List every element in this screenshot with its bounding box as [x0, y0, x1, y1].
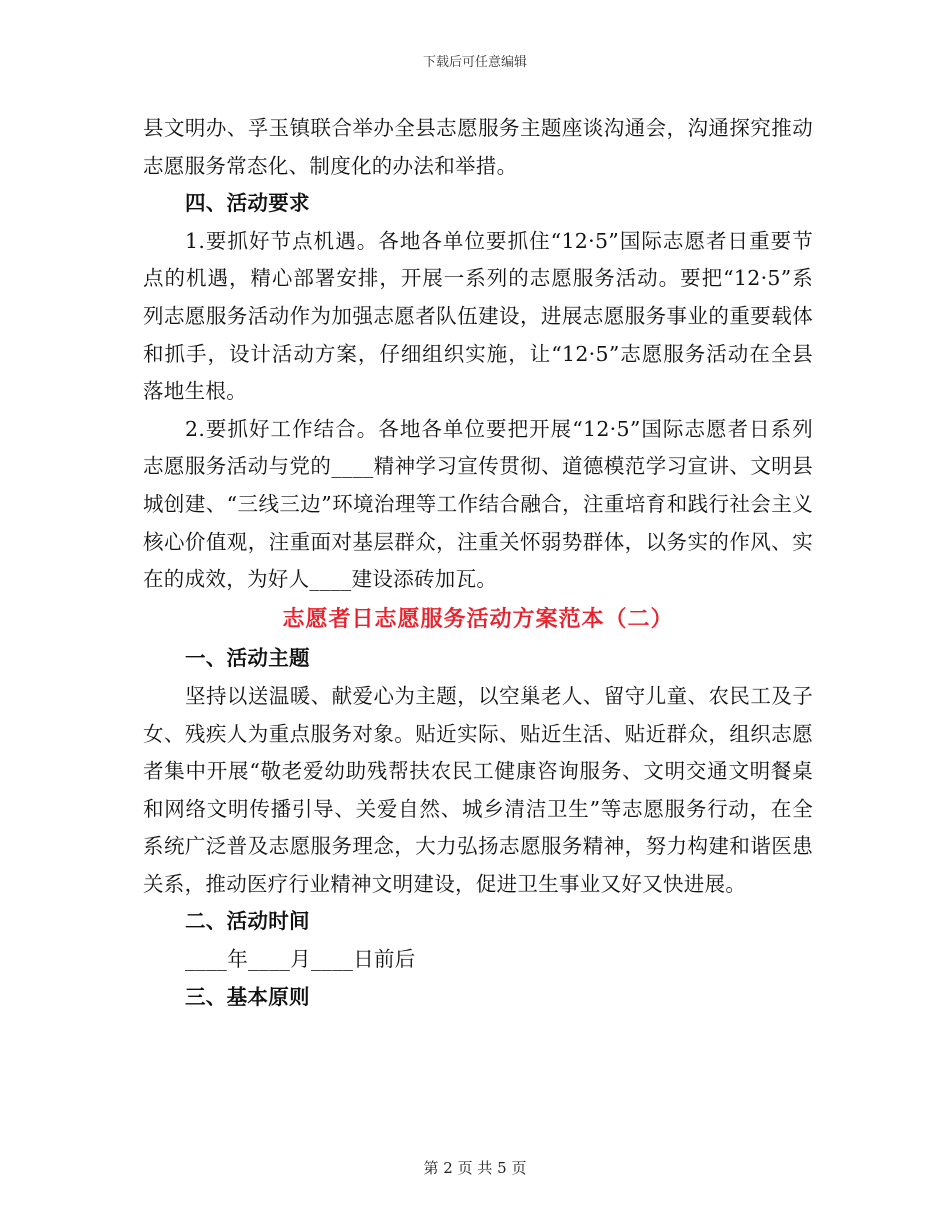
paragraph-continuation: 县文明办、孚玉镇联合举办全县志愿服务主题座谈沟通会，沟通探究推动志愿服务常态化、制度化的办法和举措。: [143, 116, 813, 178]
heading-activity-theme: 一、活动主题: [185, 646, 310, 671]
requirement-1: 1.要抓好节点机遇。各地各单位要抓住“12·5”国际志愿者日重要节点的机遇，精心部署安排，开展一系列的志愿服务活动。要把“12·5”系列志愿服务活动作为加强志愿者队伍建设，进展志愿服务事业的重要载体和抓手，设计活动方案，仔细组织实施，让“12·5”志愿服务活动在全县落地生根。: [143, 228, 813, 404]
requirement-2: 2.要抓好工作结合。各地各单位要把开展“12·5”国际志愿者日系列志愿服务活动与党的____精神学习宣传贯彻、道德模范学习宣讲、文明县城创建、“三线三边”环境治理等工作结合融合，注重培育和践行社会主义核心价值观，注重面对基层群众，注重关怀弱势群体，以务实的作风、实在的成效，为好人____建设添砖加瓦。: [143, 416, 813, 592]
theme-paragraph: 坚持以送温暖、献爱心为主题，以空巢老人、留守儿童、农民工及子女、残疾人为重点服务对象。贴近实际、贴近生活、贴近群众，组织志愿者集中开展“敬老爱幼助残帮扶农民工健康咨询服务、文明交通文明餐桌和网络文明传播引导、关爱自然、城乡清洁卫生”等志愿服务行动，在全系统广泛普及志愿服务理念，大力弘扬志愿服务精神，努力构建和谐医患关系，推动医疗行业精神文明建设，促进卫生事业又好又快进展。: [143, 683, 813, 896]
heading-activity-requirements: 四、活动要求: [185, 191, 310, 216]
page-footer-number: 第 2 页 共 5 页: [423, 1159, 527, 1177]
page-header-note: 下载后可任意编辑: [422, 55, 527, 70]
heading-basic-principles: 三、基本原则: [185, 984, 310, 1009]
time-paragraph: ____年____月____日前后: [185, 947, 416, 972]
heading-activity-time: 二、活动时间: [185, 909, 310, 934]
document-body: [143, 110, 813, 1016]
section-title: 志愿者日志愿服务活动方案范本（二）: [282, 605, 674, 632]
